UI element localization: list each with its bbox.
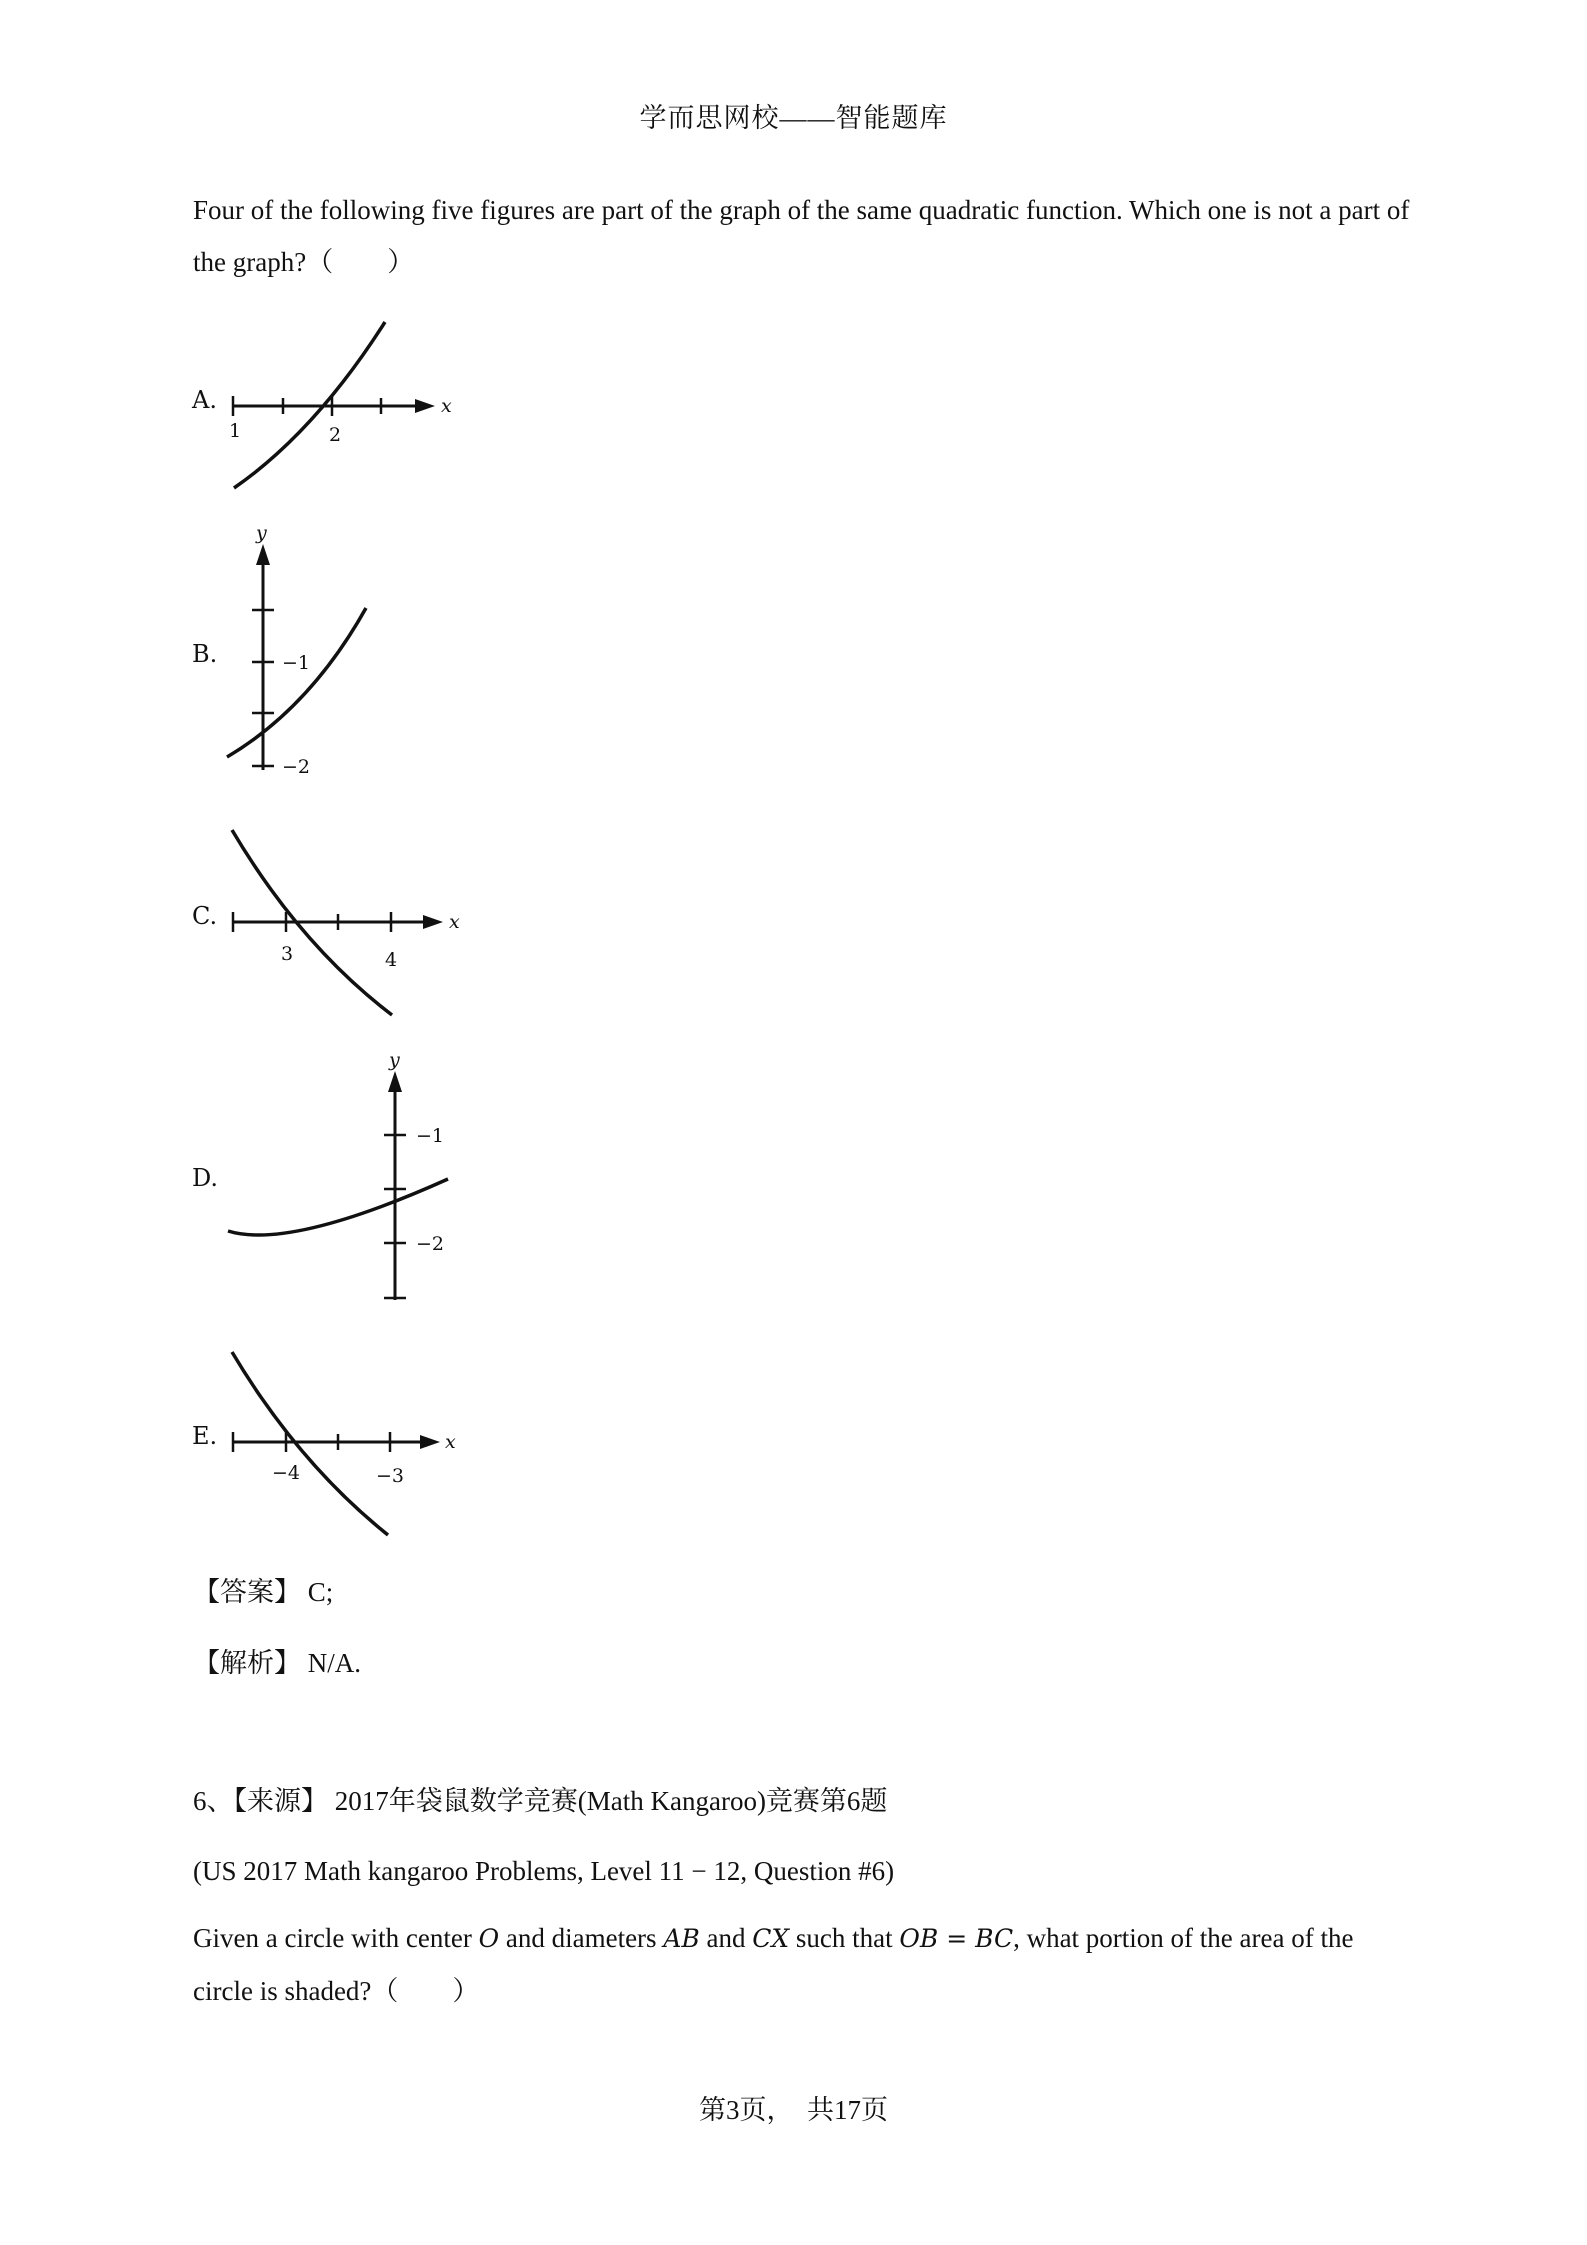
option-d-tick-2: −2 <box>416 1233 445 1255</box>
page-header: 学而思网校——智能题库 <box>639 103 948 133</box>
option-a-tick-2: 2 <box>329 424 342 446</box>
option-e-figure <box>220 1345 480 1545</box>
option-e-axis-label: x <box>445 1431 456 1453</box>
option-b-axis-label: y <box>256 522 267 544</box>
option-b-tick-1: −1 <box>282 652 311 674</box>
option-e-tick-minus3: −3 <box>376 1465 405 1487</box>
option-b-tick-2: −2 <box>282 756 311 778</box>
option-d-label: D. <box>192 1164 219 1192</box>
q6-text-part-3: and <box>699 1923 753 1953</box>
option-c-tick-4: 4 <box>385 949 398 971</box>
question-6-text <box>193 1912 1413 2017</box>
q6-math-ab: AB <box>663 1924 700 1953</box>
q6-math-o: O <box>478 1924 500 1953</box>
answer: 【答案】 C; <box>193 1577 334 1607</box>
option-b-label: B. <box>192 640 218 668</box>
q6-text-part-5: , what portion of the area of the circle is shaded?（ ） <box>193 1923 1354 2006</box>
q6-math-cx: CX <box>752 1924 790 1953</box>
option-c-figure <box>220 825 480 1025</box>
option-c-axis-label: x <box>449 911 460 933</box>
q6-math-equation: OB = BC <box>899 1924 1014 1953</box>
option-e-label: E. <box>192 1422 218 1450</box>
option-d-figure <box>220 1049 470 1315</box>
option-e-tick-minus4: −4 <box>272 1462 301 1484</box>
question-6-source: 6、【来源】 2017年袋鼠数学竞赛(Math Kangaroo)竞赛第6题 <box>193 1786 888 1816</box>
option-d-tick-1: −1 <box>416 1125 445 1147</box>
analysis: 【解析】 N/A. <box>193 1648 361 1678</box>
q6-text-part-4: such that <box>789 1923 900 1953</box>
page-footer: 第3页， 共17页 <box>699 2095 888 2125</box>
option-a-axis-label: x <box>441 395 452 417</box>
option-c-label: C. <box>192 902 218 930</box>
question-5-text: Four of the following five figures are part of the graph of the same quadratic function. Which one is not a part of the graph?（ ） <box>193 195 1410 277</box>
q6-text-part-1: Given a circle with center <box>193 1923 479 1953</box>
option-b-figure <box>220 522 380 780</box>
option-a-tick-1: 1 <box>229 420 242 442</box>
option-a-label: A. <box>192 386 217 414</box>
option-c-tick-3: 3 <box>281 943 294 965</box>
question-6-source-detail: (US 2017 Math kangaroo Problems, Level 11 − 12, Question #6) <box>193 1856 895 1886</box>
option-d-axis-label: y <box>389 1049 400 1071</box>
option-a-figure <box>220 310 470 500</box>
q6-text-part-2: and diameters <box>499 1923 664 1953</box>
